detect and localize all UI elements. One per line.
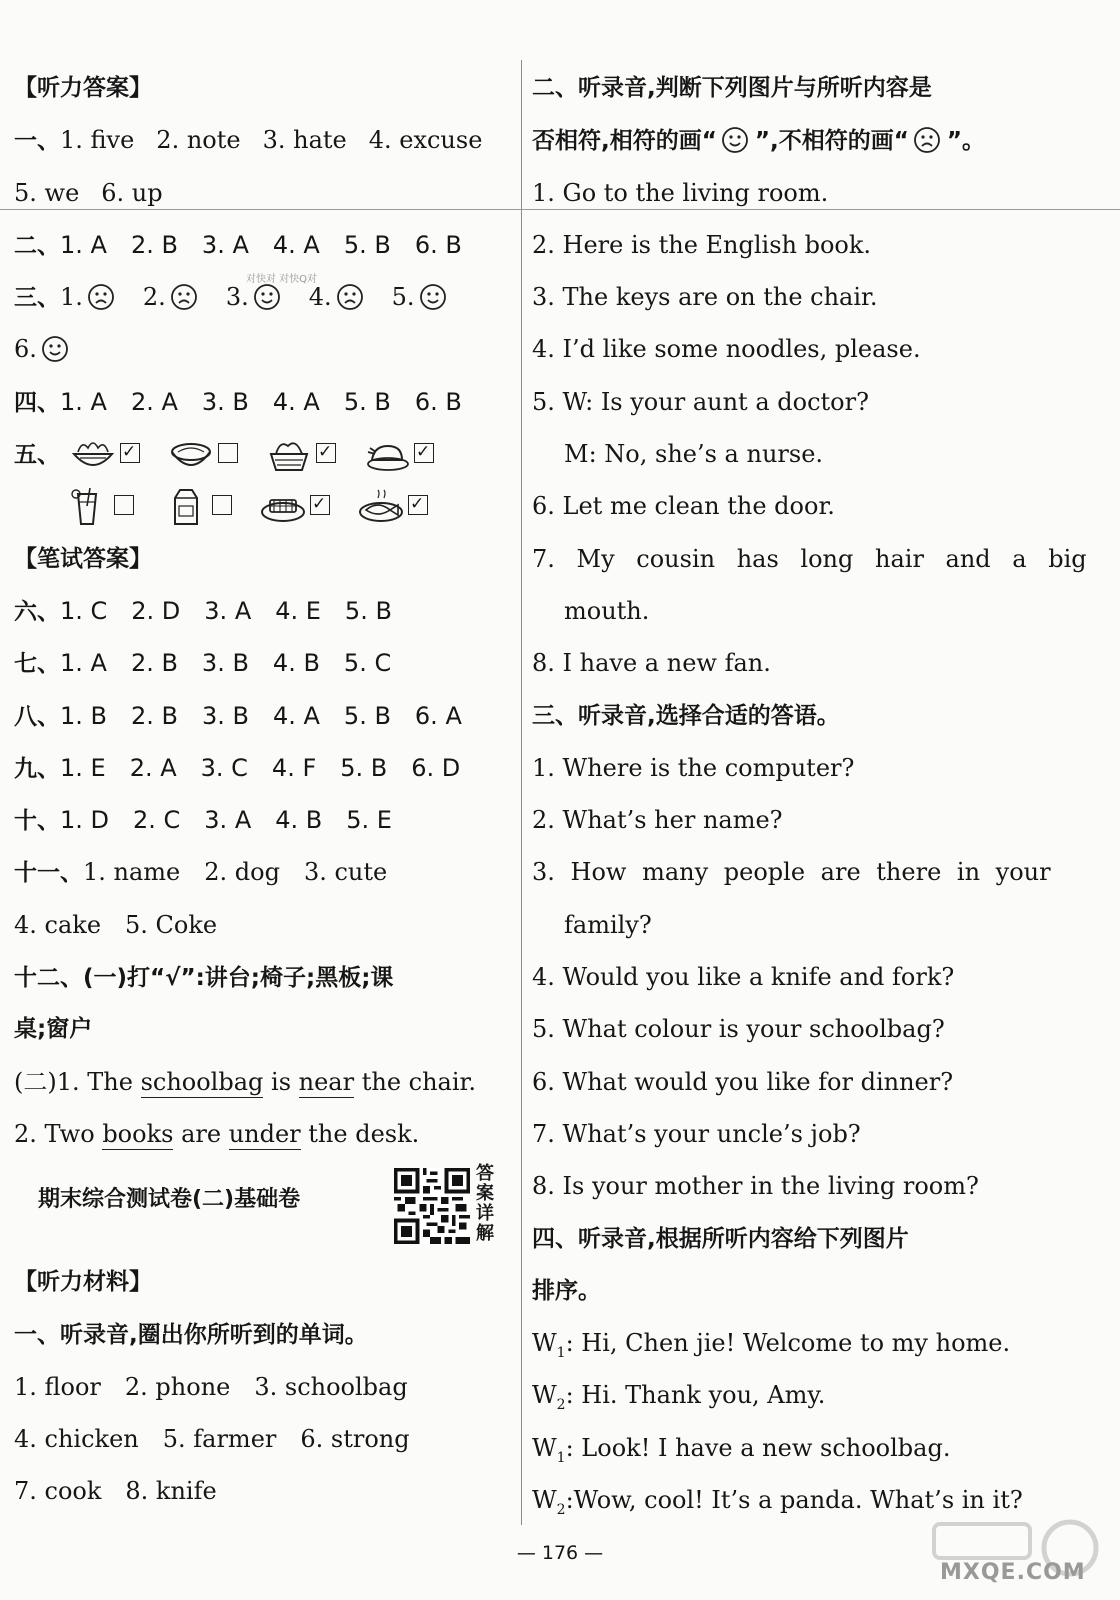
sec4-answers: 1. A 2. A 3. B 4. A 5. B 6. B <box>60 387 462 416</box>
dialog-line <box>532 1369 1112 1421</box>
material-sec2-heading-cont <box>532 114 1112 166</box>
qr-code-icon <box>394 1168 470 1244</box>
sec12-part1: (一)打“√”:讲台;椅子;黑板;课 <box>83 965 394 992</box>
sec3-num: 1. <box>60 283 83 312</box>
material-sec3-line: 5. What colour is your schoolbag? <box>532 1015 945 1044</box>
material-sec2-line: 3. The keys are on the chair. <box>532 283 878 312</box>
answer-sec12-sentence2 <box>14 1108 512 1160</box>
underlined-word: under <box>228 1119 301 1148</box>
sad-face-icon <box>170 283 198 311</box>
sec10-answers: 1. D 2. C 3. A 4. B 5. E <box>60 806 392 835</box>
test-title-block <box>14 1160 512 1256</box>
sec8-label: 八、 <box>14 703 60 730</box>
sec1-item: 2. note <box>156 126 241 155</box>
dialog-text: :Wow, cool! It’s a panda. What’s in it? <box>565 1486 1023 1515</box>
checkbox-checked <box>120 443 140 463</box>
material-sec2-line: 5. W: Is your aunt a doctor? <box>532 387 869 416</box>
sec3-label: 三、 <box>14 285 60 312</box>
sec8-answers: 1. B 2. B 3. B 4. A 5. B 6. A <box>60 701 462 730</box>
happy-face-icon <box>721 126 749 154</box>
sentence-text: the chair. <box>354 1067 477 1096</box>
answer-sec8 <box>14 690 512 742</box>
checkbox-checked <box>316 443 336 463</box>
material-sec2-line: 8. I have a new fan. <box>532 649 771 678</box>
underlined-word: schoolbag <box>140 1067 264 1096</box>
material-sec3-line: 3. How many people are there in your <box>532 858 1051 887</box>
sec1-label: 一、 <box>14 128 60 155</box>
sec3-num: 5. <box>391 283 415 312</box>
answer-sec2 <box>14 219 512 271</box>
happy-face-icon <box>253 283 281 311</box>
material-sec3-line: 7. What’s your uncle’s job? <box>532 1119 861 1148</box>
material-sec3-line: 1. Where is the computer? <box>532 753 855 782</box>
sentence-text: 2. Two <box>14 1119 103 1148</box>
written-answers-header: 【笔试答案】 <box>14 545 152 572</box>
answer-sec7 <box>14 637 512 689</box>
material-sec3-line: 4. Would you like a knife and fork? <box>532 963 955 992</box>
material-sec3-line: 2. What’s her name? <box>532 806 783 835</box>
material-sec4-heading: 四、听录音,根据所听内容给下列图片 <box>532 1225 909 1252</box>
material-sec2-line: M: No, she’s a nurse. <box>564 440 824 469</box>
happy-face-icon <box>41 335 69 363</box>
material-sec1-line: 4. chicken 5. farmer 6. strong <box>14 1425 410 1454</box>
checkbox-empty <box>114 495 134 515</box>
material-sec3-heading: 三、听录音,选择合适的答语。 <box>532 702 840 729</box>
answer-sec6 <box>14 585 512 637</box>
sec3-num: 2. <box>142 283 166 312</box>
sec4-label: 四、 <box>14 389 60 416</box>
material-sec3-line: family? <box>564 910 652 939</box>
dialog-text: : Hi. Thank you, Amy. <box>565 1381 826 1410</box>
speaker-index: 1 <box>556 1344 566 1361</box>
sec1-item: 6. up <box>101 178 163 207</box>
faint-stamp: 对快对 对快Q对 <box>246 274 318 285</box>
checkbox-checked <box>414 443 434 463</box>
answer-sec1-row1 <box>14 114 512 166</box>
heading-text: ”,不相符的画“ <box>754 128 909 155</box>
fish-plate-icon <box>358 486 404 526</box>
roast-chicken-icon <box>364 434 410 474</box>
speaker-index: 1 <box>556 1449 566 1466</box>
speaker-index: 2 <box>556 1501 566 1518</box>
heading-text: ”。 <box>946 128 985 155</box>
speaker: W <box>532 1329 557 1358</box>
sec7-answers: 1. A 2. B 3. B 4. B 5. C <box>60 649 392 678</box>
answer-sec4 <box>14 376 512 428</box>
sec3-num: 3. <box>225 283 249 312</box>
material-sec2-line: 2. Here is the English book. <box>532 230 872 259</box>
answer-sec12-row2: 桌;窗户 <box>14 1016 93 1043</box>
sec7-label: 七、 <box>14 651 60 678</box>
material-sec4-heading-cont: 排序。 <box>532 1277 601 1304</box>
sec3-num: 4. <box>308 283 332 312</box>
sec1-item: 1. five <box>60 126 135 155</box>
speaker: W <box>532 1486 557 1515</box>
qr-caption: 答案详解 <box>476 1163 494 1245</box>
noodles-bowl-icon <box>70 434 116 474</box>
sec11-label: 十一、 <box>14 860 83 887</box>
sec11-answers: 4. cake 5. Coke <box>14 910 218 939</box>
dialog-text: : Hi, Chen jie! Welcome to my home. <box>565 1329 1011 1358</box>
soup-bowl-icon <box>168 434 214 474</box>
material-sec2-line: 6. Let me clean the door. <box>532 492 835 521</box>
dialog-text: : Look! I have a new schoolbag. <box>565 1433 951 1462</box>
speaker: W <box>532 1433 557 1462</box>
sentence-text: is <box>263 1067 299 1096</box>
sec5-label: 五、 <box>14 442 60 469</box>
sec1-item: 3. hate <box>262 126 347 155</box>
answer-sec11-row2 <box>14 899 512 951</box>
speaker-index: 2 <box>556 1397 566 1414</box>
material-sec2-heading: 二、听录音,判断下列图片与所听内容是 <box>532 75 932 101</box>
heading-text: 否相符,相符的画“ <box>532 128 717 155</box>
sec9-answers: 1. E 2. A 3. C 4. F 5. B 6. D <box>60 753 461 782</box>
answer-sec10 <box>14 794 512 846</box>
answer-sec1-row2 <box>14 167 512 219</box>
answer-sec3-row2 <box>14 323 512 375</box>
sec9-label: 九、 <box>14 755 60 782</box>
material-sec1-line: 1. floor 2. phone 3. schoolbag <box>14 1372 408 1401</box>
sec2-answers: 1. A 2. B 3. A 4. A 5. B 6. B <box>60 230 462 259</box>
column-divider <box>521 60 522 1525</box>
sentence-text: the desk. <box>300 1119 420 1148</box>
checkbox-checked <box>310 495 330 515</box>
answer-sec12-row1 <box>14 951 512 1003</box>
sentence-text: (二)1. The <box>14 1067 141 1096</box>
material-sec2-line: 4. I’d like some noodles, please. <box>532 335 921 364</box>
answer-sec5-row2 <box>14 480 512 532</box>
material-sec3-line: 6. What would you like for dinner? <box>532 1067 954 1096</box>
answer-sec11-row1 <box>14 846 512 898</box>
right-column <box>532 62 1112 1526</box>
underlined-word: near <box>298 1067 355 1096</box>
sec1-item: 4. excuse <box>368 126 483 155</box>
sad-face-icon <box>87 283 115 311</box>
juice-glass-icon <box>64 486 110 526</box>
listening-answers-header: 【听力答案】 <box>14 75 152 101</box>
dialog-line <box>532 1317 1112 1369</box>
speaker: W <box>532 1381 557 1410</box>
sec6-answers: 1. C 2. D 3. A 4. E 5. B <box>60 596 392 625</box>
sec12-label: 十二、 <box>14 965 83 992</box>
happy-face-icon <box>419 283 447 311</box>
listening-material-header: 【听力材料】 <box>14 1269 152 1296</box>
watermark-text: MXQE.COM <box>940 1560 1086 1585</box>
test-title: 期末综合测试卷(二)基础卷 <box>38 1187 301 1213</box>
material-sec2-line: 7. My cousin has long hair and a big <box>532 544 1087 573</box>
sec6-label: 六、 <box>14 598 60 625</box>
answer-sec9 <box>14 742 512 794</box>
material-sec1-line: 7. cook 8. knife <box>14 1477 217 1506</box>
sec10-label: 十、 <box>14 808 60 835</box>
page-number: — 176 — <box>516 1542 604 1564</box>
sec1-item: 5. we <box>14 178 80 207</box>
checkbox-checked <box>408 495 428 515</box>
checkbox-empty <box>218 443 238 463</box>
dialog-line <box>532 1422 1112 1474</box>
sad-face-icon <box>913 126 941 154</box>
material-sec2-line: 1. Go to the living room. <box>532 178 829 207</box>
milk-carton-icon <box>162 486 208 526</box>
sec11-answers: 1. name 2. dog 3. cute <box>83 858 388 887</box>
sec3-num: 6. <box>14 335 37 364</box>
material-sec1-heading: 一、听录音,圈出你所听到的单词。 <box>14 1321 368 1348</box>
bread-basket-icon <box>266 434 312 474</box>
sad-face-icon <box>336 283 364 311</box>
underlined-word: books <box>102 1119 174 1148</box>
answer-sec5-row1 <box>14 428 512 480</box>
material-sec3-line: 8. Is your mother in the living room? <box>532 1172 979 1201</box>
cake-plate-icon <box>260 486 306 526</box>
material-sec2-line: mouth. <box>564 596 650 625</box>
checkbox-empty <box>212 495 232 515</box>
answer-sec12-sentence1 <box>14 1056 512 1108</box>
sec2-label: 二、 <box>14 232 60 259</box>
sentence-text: are <box>173 1119 229 1148</box>
